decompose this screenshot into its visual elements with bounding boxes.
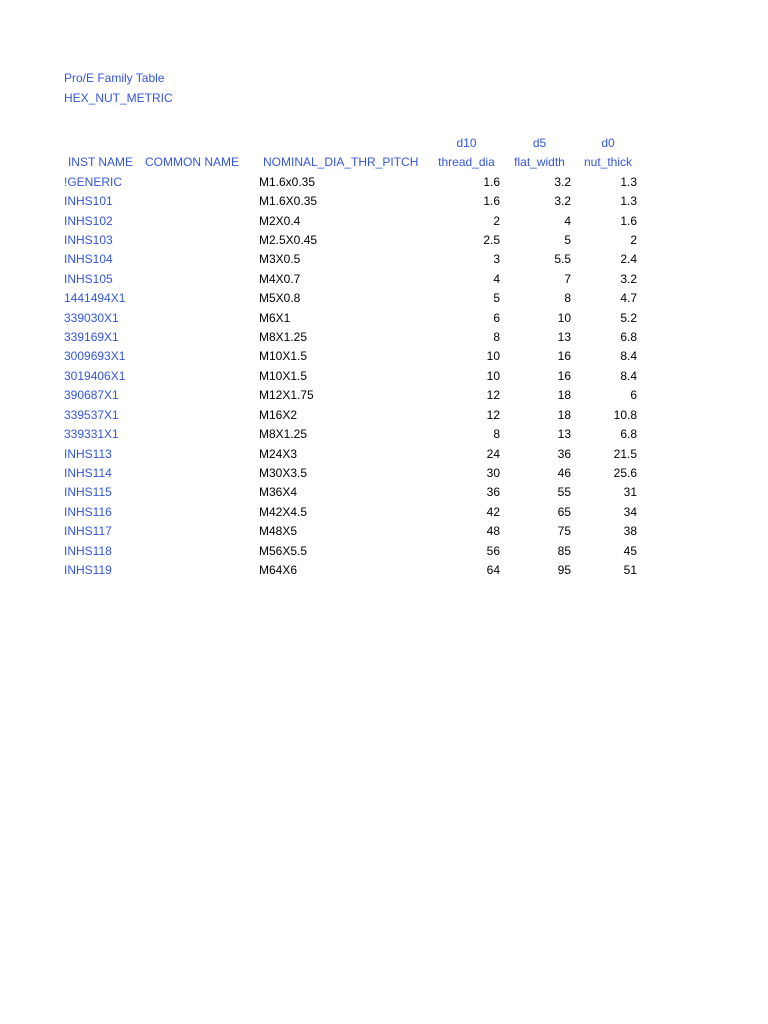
cell-common-name [141,173,255,192]
cell-nut-thick: 25.6 [613,465,637,480]
table-row [60,561,641,580]
table-row [60,270,641,289]
cell-thread-dia: 10 [486,368,500,383]
cell-inst-name: 390687X1 [64,388,119,403]
cell-nut-thick: 8.4 [620,349,637,364]
cell-common-name [141,347,255,366]
cell-thread-dia: 24 [486,446,500,461]
cell-thread-dia: 36 [486,485,500,500]
cell-inst-name: 3019406X1 [64,368,126,383]
param-symbol-cell [141,134,255,153]
cell-thread-dia: 56 [486,543,500,558]
cell-common-name [141,464,255,483]
param-symbol-cell [60,134,141,153]
cell-inst-name: INHS116 [64,504,112,519]
table-body [60,173,641,581]
cell-thread-dia: 10 [486,349,500,364]
table-row [60,367,641,386]
cell-common-name [141,367,255,386]
table-row [60,503,641,522]
cell-nut-thick: 6.8 [620,427,637,442]
cell-common-name [141,231,255,250]
cell-common-name [141,192,255,211]
cell-flat-width: 4 [564,213,571,228]
cell-inst-name: INHS118 [64,543,112,558]
cell-nut-thick: 2 [630,233,637,248]
cell-common-name [141,212,255,231]
param-symbol-cell [255,134,429,153]
table-row [60,289,641,308]
cell-thread-dia: 4 [493,271,500,286]
cell-inst-name: 339331X1 [64,427,119,442]
cell-thread-dia: 30 [486,465,500,480]
cell-nominal: M30X3.5 [259,465,308,480]
param-symbol-d5: d5 [532,136,547,150]
cell-nominal: M24X3 [259,446,298,461]
cell-common-name [141,328,255,347]
cell-thread-dia: 64 [486,562,500,577]
cell-inst-name: 339537X1 [64,407,119,422]
cell-flat-width: 13 [557,427,571,442]
cell-nut-thick: 51 [623,562,637,577]
cell-common-name [141,542,255,561]
table-row [60,231,641,250]
cell-nominal: M42X4.5 [259,504,308,519]
table-row [60,542,641,561]
table-row [60,328,641,347]
cell-common-name [141,445,255,464]
cell-common-name [141,289,255,308]
cell-thread-dia: 8 [493,330,500,345]
cell-inst-name: INHS104 [64,252,113,267]
param-symbol-d10: d10 [456,136,477,150]
cell-inst-name: INHS119 [64,562,112,577]
cell-thread-dia: 48 [486,524,500,539]
cell-inst-name: INHS115 [64,485,112,500]
cell-thread-dia: 1.6 [483,194,500,209]
cell-nominal: M10X1.5 [259,349,308,364]
cell-flat-width: 85 [557,543,571,558]
cell-inst-name: INHS114 [64,465,112,480]
cell-nominal: M1.6X0.35 [259,194,318,209]
cell-nut-thick: 6 [630,388,637,403]
cell-flat-width: 18 [557,407,571,422]
table-row [60,386,641,405]
cell-nominal: M5X0.8 [259,291,301,306]
cell-flat-width: 18 [557,388,571,403]
cell-thread-dia: 6 [493,310,500,325]
cell-nominal: M56X5.5 [259,543,308,558]
cell-nominal: M48X5 [259,524,298,539]
cell-inst-name: INHS101 [64,194,113,209]
cell-nominal: M8X1.25 [259,427,308,442]
cell-thread-dia: 5 [493,291,500,306]
cell-inst-name: INHS105 [64,271,113,286]
table-row [60,464,641,483]
family-name: HEX_NUT_METRIC [64,91,173,105]
cell-nut-thick: 3.2 [620,271,637,286]
table-row [60,483,641,502]
table-row [60,425,641,444]
cell-inst-name: INHS117 [64,524,112,539]
cell-nominal: M2.5X0.45 [259,233,318,248]
table-row [60,445,641,464]
cell-inst-name: 1441494X1 [64,291,126,306]
cell-nominal: M10X1.5 [259,368,308,383]
cell-nominal: M8X1.25 [259,330,308,345]
table-row [60,347,641,366]
table-row [60,250,641,269]
cell-flat-width: 95 [557,562,571,577]
table-row [60,522,641,541]
cell-flat-width: 10 [557,310,571,325]
cell-flat-width: 8 [564,291,571,306]
cell-nut-thick: 8.4 [620,368,637,383]
cell-nut-thick: 1.6 [620,213,637,228]
param-symbol-d0: d0 [601,136,615,150]
cell-thread-dia: 2 [493,213,500,228]
table-row [60,309,641,328]
cell-nut-thick: 1.3 [620,174,637,189]
cell-nut-thick: 21.5 [613,446,637,461]
cell-flat-width: 65 [557,504,571,519]
cell-nominal: M1.6x0.35 [259,174,316,189]
cell-inst-name: INHS113 [64,446,112,461]
cell-nut-thick: 1.3 [620,194,637,209]
cell-thread-dia: 1.6 [483,174,500,189]
column-header-nominal: NOMINAL_DIA_THR_PITCH [263,155,419,170]
column-header-nut-thick: nut_thick [583,155,633,170]
page-title: Pro/E Family Table [64,71,165,85]
cell-flat-width: 36 [557,446,571,461]
cell-common-name [141,309,255,328]
cell-flat-width: 55 [557,485,571,500]
cell-flat-width: 3.2 [554,194,571,209]
cell-flat-width: 5 [564,233,571,248]
cell-nominal: M6X1 [259,310,291,325]
cell-flat-width: 16 [557,368,571,383]
table-row [60,192,641,211]
cell-inst-name: 339169X1 [64,330,119,345]
table-row [60,212,641,231]
cell-flat-width: 3.2 [554,174,571,189]
column-header-flat-width: flat_width [514,155,565,170]
cell-common-name [141,561,255,580]
cell-nut-thick: 5.2 [620,310,637,325]
cell-inst-name: !GENERIC [64,174,123,189]
column-header-row [60,153,641,172]
cell-thread-dia: 8 [493,427,500,442]
table-row [60,406,641,425]
cell-nominal: M12X1.75 [259,388,314,403]
cell-nut-thick: 6.8 [620,330,637,345]
cell-flat-width: 5.5 [554,252,571,267]
cell-flat-width: 75 [557,524,571,539]
column-header-common-name: COMMON NAME [145,155,239,170]
cell-nominal: M36X4 [259,485,298,500]
cell-common-name [141,250,255,269]
cell-inst-name: INHS103 [64,233,113,248]
cell-inst-name: 339030X1 [64,310,119,325]
cell-nut-thick: 4.7 [620,291,637,306]
cell-inst-name: 3009693X1 [64,349,126,364]
cell-nut-thick: 2.4 [620,252,637,267]
cell-nominal: M64X6 [259,562,298,577]
cell-thread-dia: 3 [493,252,500,267]
column-header-inst-name: INST NAME [67,155,134,170]
cell-flat-width: 16 [557,349,571,364]
cell-flat-width: 7 [564,271,571,286]
cell-nominal: M2X0.4 [259,213,301,228]
cell-common-name [141,425,255,444]
cell-nominal: M3X0.5 [259,252,301,267]
cell-common-name [141,270,255,289]
cell-common-name [141,406,255,425]
cell-nut-thick: 31 [623,485,637,500]
cell-inst-name: INHS102 [64,213,113,228]
cell-thread-dia: 12 [486,388,500,403]
cell-nut-thick: 38 [623,524,637,539]
cell-common-name [141,522,255,541]
cell-nut-thick: 45 [623,543,637,558]
cell-flat-width: 13 [557,330,571,345]
table-row [60,173,641,192]
cell-nut-thick: 34 [623,504,637,519]
cell-common-name [141,503,255,522]
cell-thread-dia: 12 [486,407,500,422]
cell-nut-thick: 10.8 [613,407,637,422]
cell-thread-dia: 42 [486,504,500,519]
family-table [60,134,641,580]
column-header-thread-dia: thread_dia [438,155,495,170]
cell-nominal: M16X2 [259,407,298,422]
cell-thread-dia: 2.5 [483,233,500,248]
cell-common-name [141,483,255,502]
cell-flat-width: 46 [557,465,571,480]
cell-common-name [141,386,255,405]
cell-nominal: M4X0.7 [259,271,301,286]
param-symbol-row [60,134,641,153]
